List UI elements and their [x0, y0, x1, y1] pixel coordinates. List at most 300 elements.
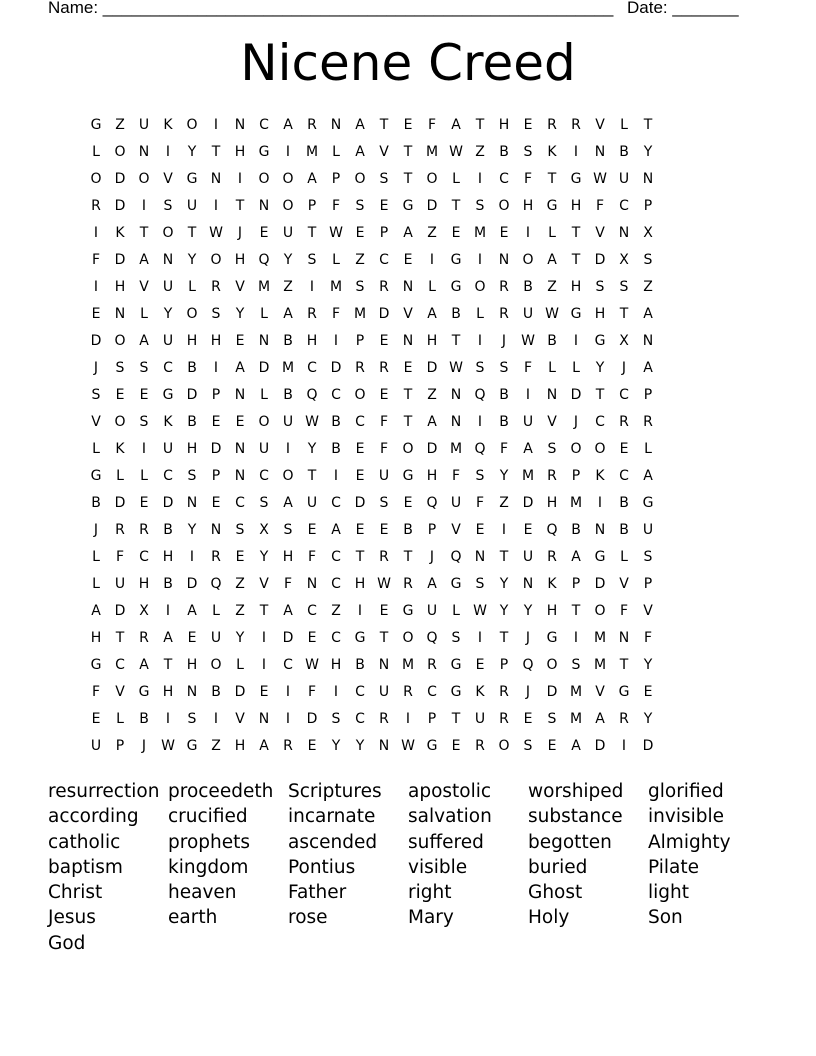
- grid-letter: O: [546, 657, 558, 673]
- grid-letter: H: [186, 333, 198, 349]
- grid-letter: F: [451, 468, 461, 484]
- grid-letter: B: [139, 711, 149, 727]
- grid-letter: E: [355, 225, 365, 241]
- grid-letter: M: [593, 630, 607, 646]
- grid-letter: S: [475, 576, 485, 592]
- grid-letter: Y: [235, 306, 245, 322]
- word-bank-item: resurrection: [48, 781, 160, 802]
- grid-letter: M: [521, 468, 535, 484]
- grid-letter: N: [618, 225, 630, 241]
- grid-letter: I: [285, 684, 291, 700]
- grid-letter: L: [140, 306, 148, 322]
- grid-letter: R: [379, 711, 389, 727]
- word-bank-item: Christ: [48, 882, 103, 904]
- grid-letter: I: [309, 279, 315, 295]
- grid-letter: L: [92, 549, 100, 565]
- grid-letter: L: [572, 360, 580, 376]
- grid-letter: I: [477, 630, 483, 646]
- grid-letter: C: [355, 414, 365, 430]
- grid-letter: B: [547, 333, 557, 349]
- grid-letter: N: [498, 252, 510, 268]
- grid-letter: E: [139, 495, 149, 511]
- grid-letter: P: [331, 171, 341, 187]
- grid-letter: C: [307, 603, 317, 619]
- word-bank-item: suffered: [408, 831, 484, 853]
- grid-letter: N: [402, 333, 414, 349]
- grid-letter: F: [475, 495, 485, 511]
- grid-row: [84, 544, 732, 571]
- grid-letter: N: [594, 522, 606, 538]
- grid-letter: V: [595, 117, 605, 133]
- grid-letter: M: [353, 306, 367, 322]
- grid-letter: T: [235, 198, 245, 214]
- grid-letter: D: [114, 198, 126, 214]
- grid-letter: I: [333, 684, 339, 700]
- grid-letter: F: [499, 441, 509, 457]
- grid-letter: B: [331, 414, 341, 430]
- grid-letter: S: [211, 306, 221, 322]
- grid-letter: O: [114, 144, 126, 160]
- word-bank-item: prophets: [168, 831, 251, 853]
- grid-letter: K: [163, 117, 173, 133]
- grid-letter: D: [114, 171, 126, 187]
- grid-letter: Y: [235, 630, 245, 646]
- grid-letter: N: [258, 333, 270, 349]
- grid-letter: B: [499, 387, 509, 403]
- grid-letter: D: [234, 684, 246, 700]
- grid-letter: N: [210, 171, 222, 187]
- grid-letter: X: [259, 522, 269, 538]
- grid-row: [84, 301, 732, 328]
- grid-letter: V: [403, 306, 413, 322]
- grid-letter: T: [571, 603, 581, 619]
- grid-letter: J: [141, 738, 147, 754]
- grid-letter: K: [595, 468, 605, 484]
- grid-letter: C: [283, 657, 293, 673]
- grid-letter: D: [282, 630, 294, 646]
- grid-letter: I: [285, 144, 291, 160]
- grid-letter: G: [402, 198, 414, 214]
- word-bank-item: heaven: [168, 882, 237, 904]
- grid-letter: M: [569, 711, 583, 727]
- grid-letter: D: [594, 252, 606, 268]
- grid-letter: L: [332, 144, 340, 160]
- grid-letter: S: [187, 468, 197, 484]
- grid-letter: N: [306, 576, 318, 592]
- word-bank-item: incarnate: [288, 806, 376, 828]
- grid-letter: Z: [283, 279, 293, 295]
- grid-letter: U: [114, 576, 126, 592]
- grid-letter: Y: [643, 711, 653, 727]
- grid-letter: Z: [235, 576, 245, 592]
- grid-letter: Z: [235, 603, 245, 619]
- grid-letter: H: [210, 333, 222, 349]
- grid-letter: C: [331, 549, 341, 565]
- grid-letter: Z: [115, 117, 125, 133]
- grid-letter: H: [546, 603, 558, 619]
- grid-letter: A: [187, 603, 197, 619]
- grid-letter: I: [165, 603, 171, 619]
- grid-letter: D: [426, 360, 438, 376]
- grid-letter: E: [235, 414, 245, 430]
- grid-letter: P: [427, 522, 437, 538]
- grid-letter: L: [212, 603, 220, 619]
- grid-letter: I: [597, 495, 603, 511]
- grid-letter: J: [237, 225, 243, 241]
- grid-letter: N: [450, 387, 462, 403]
- grid-letter: M: [401, 657, 415, 673]
- grid-letter: R: [571, 117, 581, 133]
- grid-letter: I: [237, 171, 243, 187]
- grid-letter: A: [235, 360, 245, 376]
- grid-letter: R: [499, 279, 509, 295]
- grid-letter: Q: [426, 495, 438, 511]
- grid-letter: I: [93, 225, 99, 241]
- grid-letter: G: [402, 468, 414, 484]
- grid-letter: G: [258, 144, 270, 160]
- grid-letter: N: [618, 630, 630, 646]
- grid-letter: T: [307, 225, 317, 241]
- grid-letter: O: [210, 657, 222, 673]
- grid-letter: T: [451, 198, 461, 214]
- grid-letter: T: [475, 117, 485, 133]
- grid-letter: H: [234, 144, 246, 160]
- grid-row: [84, 355, 732, 382]
- grid-letter: C: [499, 171, 509, 187]
- grid-letter: B: [163, 576, 173, 592]
- grid-letter: O: [258, 171, 270, 187]
- grid-letter: C: [259, 117, 269, 133]
- grid-letter: F: [331, 306, 341, 322]
- grid-letter: A: [355, 117, 365, 133]
- grid-letter: A: [283, 117, 293, 133]
- grid-letter: G: [450, 657, 462, 673]
- grid-letter: Y: [643, 657, 653, 673]
- grid-letter: V: [451, 522, 461, 538]
- grid-letter: A: [547, 252, 557, 268]
- grid-letter: Y: [283, 252, 293, 268]
- page-title: Nicene Creed: [240, 34, 576, 92]
- grid-letter: E: [523, 117, 533, 133]
- grid-letter: F: [283, 576, 293, 592]
- word-bank-item: ascended: [288, 831, 378, 853]
- grid-letter: K: [115, 225, 125, 241]
- grid-letter: B: [451, 306, 461, 322]
- grid-letter: M: [473, 225, 487, 241]
- grid-letter: G: [450, 252, 462, 268]
- grid-letter: R: [475, 738, 485, 754]
- grid-letter: E: [451, 225, 461, 241]
- grid-letter: B: [499, 144, 509, 160]
- grid-letter: Y: [523, 603, 533, 619]
- grid-letter: I: [165, 711, 171, 727]
- grid-letter: E: [619, 441, 629, 457]
- grid-letter: D: [522, 495, 534, 511]
- grid-letter: R: [547, 117, 557, 133]
- grid-letter: F: [307, 684, 317, 700]
- grid-letter: R: [427, 657, 437, 673]
- word-bank-item: visible: [408, 856, 468, 878]
- grid-letter: Y: [499, 576, 509, 592]
- grid-letter: I: [93, 279, 99, 295]
- grid-letter: W: [521, 333, 535, 349]
- grid-letter: T: [547, 171, 557, 187]
- grid-letter: B: [283, 333, 293, 349]
- grid-letter: S: [139, 360, 149, 376]
- grid-letter: A: [283, 603, 293, 619]
- grid-letter: P: [115, 738, 125, 754]
- grid-letter: B: [331, 441, 341, 457]
- grid-letter: V: [115, 684, 125, 700]
- grid-letter: O: [354, 171, 366, 187]
- grid-letter: A: [451, 117, 461, 133]
- grid-letter: T: [379, 630, 389, 646]
- grid-letter: Y: [187, 252, 197, 268]
- grid-row: [84, 409, 732, 436]
- grid-letter: L: [92, 144, 100, 160]
- grid-row: [84, 193, 732, 220]
- word-bank-item: baptism: [48, 856, 123, 878]
- word-bank-item: Scriptures: [288, 781, 382, 802]
- grid-letter: A: [643, 306, 653, 322]
- grid-letter: I: [621, 738, 627, 754]
- word-bank-item: Holy: [528, 907, 570, 929]
- grid-letter: I: [501, 522, 507, 538]
- grid-letter: U: [474, 711, 486, 727]
- grid-letter: N: [114, 306, 126, 322]
- word-bank-item: Ghost: [528, 882, 583, 904]
- grid-letter: N: [594, 144, 606, 160]
- grid-letter: Y: [187, 144, 197, 160]
- grid-letter: Q: [450, 549, 462, 565]
- grid-letter: E: [307, 738, 317, 754]
- grid-letter: L: [620, 549, 628, 565]
- word-bank-item: earth: [168, 907, 218, 929]
- grid-letter: V: [619, 576, 629, 592]
- grid-letter: A: [643, 468, 653, 484]
- grid-letter: U: [378, 468, 390, 484]
- word-bank-item: crucified: [168, 806, 248, 828]
- grid-letter: W: [545, 306, 559, 322]
- grid-letter: S: [643, 252, 653, 268]
- grid-letter: C: [331, 495, 341, 511]
- grid-letter: C: [427, 684, 437, 700]
- grid-letter: T: [307, 468, 317, 484]
- grid-letter: D: [114, 252, 126, 268]
- grid-letter: A: [307, 171, 317, 187]
- grid-row: [84, 733, 732, 760]
- word-bank-item: God: [48, 932, 86, 954]
- grid-letter: L: [92, 576, 100, 592]
- grid-letter: A: [331, 522, 341, 538]
- grid-row: [84, 382, 732, 409]
- grid-letter: C: [331, 576, 341, 592]
- grid-letter: O: [186, 306, 198, 322]
- grid-letter: B: [211, 684, 221, 700]
- grid-letter: G: [618, 684, 630, 700]
- grid-row: [84, 274, 732, 301]
- grid-letter: Z: [211, 738, 221, 754]
- grid-letter: O: [114, 333, 126, 349]
- grid-letter: T: [259, 603, 269, 619]
- grid-letter: W: [209, 225, 223, 241]
- grid-row: [84, 625, 732, 652]
- grid-letter: U: [522, 306, 534, 322]
- grid-letter: C: [595, 414, 605, 430]
- grid-letter: S: [571, 657, 581, 673]
- grid-letter: G: [546, 630, 558, 646]
- grid-letter: N: [258, 198, 270, 214]
- grid-letter: Z: [427, 387, 437, 403]
- grid-letter: R: [211, 549, 221, 565]
- grid-letter: D: [114, 603, 126, 619]
- word-bank-item: Pontius: [288, 856, 356, 878]
- grid-letter: Q: [426, 630, 438, 646]
- grid-letter: Q: [210, 576, 222, 592]
- grid-letter: R: [115, 522, 125, 538]
- word-bank-item: buried: [528, 856, 588, 878]
- grid-letter: T: [571, 252, 581, 268]
- grid-letter: P: [499, 657, 509, 673]
- grid-letter: R: [499, 306, 509, 322]
- grid-letter: N: [546, 387, 558, 403]
- grid-letter: F: [595, 198, 605, 214]
- grid-letter: F: [379, 414, 389, 430]
- grid-letter: I: [213, 198, 219, 214]
- grid-letter: O: [498, 198, 510, 214]
- grid-letter: N: [378, 657, 390, 673]
- grid-letter: U: [90, 738, 102, 754]
- grid-letter: S: [115, 360, 125, 376]
- grid-letter: E: [403, 117, 413, 133]
- grid-letter: N: [522, 576, 534, 592]
- grid-letter: C: [331, 387, 341, 403]
- grid-letter: M: [281, 360, 295, 376]
- grid-letter: L: [644, 441, 652, 457]
- grid-row: [84, 328, 732, 355]
- grid-letter: O: [594, 441, 606, 457]
- grid-letter: O: [426, 171, 438, 187]
- grid-letter: Y: [499, 468, 509, 484]
- grid-letter: R: [499, 711, 509, 727]
- grid-letter: O: [282, 468, 294, 484]
- grid-letter: A: [163, 630, 173, 646]
- grid-letter: C: [235, 495, 245, 511]
- grid-letter: W: [161, 738, 175, 754]
- grid-letter: E: [523, 522, 533, 538]
- grid-letter: B: [571, 522, 581, 538]
- grid-letter: D: [114, 495, 126, 511]
- grid-letter: I: [261, 657, 267, 673]
- name-field: Name: ______________________________________________________: [48, 0, 614, 17]
- grid-letter: H: [330, 657, 342, 673]
- grid-letter: R: [379, 360, 389, 376]
- grid-letter: X: [619, 252, 629, 268]
- grid-letter: G: [138, 684, 150, 700]
- grid-letter: M: [449, 441, 463, 457]
- grid-letter: V: [379, 144, 389, 160]
- grid-row: [84, 490, 732, 517]
- grid-letter: F: [91, 252, 101, 268]
- grid-letter: M: [257, 279, 271, 295]
- grid-letter: V: [235, 711, 245, 727]
- grid-letter: U: [450, 495, 462, 511]
- grid-letter: A: [571, 738, 581, 754]
- grid-letter: C: [163, 360, 173, 376]
- grid-letter: H: [114, 279, 126, 295]
- grid-letter: C: [355, 711, 365, 727]
- grid-letter: T: [451, 711, 461, 727]
- grid-letter: N: [234, 117, 246, 133]
- grid-letter: T: [619, 657, 629, 673]
- grid-letter: Y: [499, 603, 509, 619]
- grid-letter: R: [283, 738, 293, 754]
- grid-letter: H: [498, 117, 510, 133]
- grid-letter: S: [499, 360, 509, 376]
- grid-letter: C: [331, 630, 341, 646]
- grid-letter: A: [427, 306, 437, 322]
- grid-letter: M: [593, 657, 607, 673]
- grid-row: [84, 166, 732, 193]
- grid-letter: R: [643, 414, 653, 430]
- grid-letter: P: [427, 711, 437, 727]
- grid-letter: E: [547, 738, 557, 754]
- grid-letter: W: [377, 576, 391, 592]
- grid-letter: D: [186, 387, 198, 403]
- grid-letter: I: [333, 468, 339, 484]
- grid-letter: D: [354, 495, 366, 511]
- grid-letter: H: [426, 468, 438, 484]
- grid-letter: N: [330, 117, 342, 133]
- grid-letter: D: [330, 360, 342, 376]
- grid-letter: E: [259, 225, 269, 241]
- grid-row: [84, 112, 732, 139]
- word-bank-item: rose: [288, 907, 328, 929]
- grid-letter: U: [282, 225, 294, 241]
- grid-letter: J: [525, 630, 531, 646]
- grid-letter: T: [595, 387, 605, 403]
- grid-letter: S: [259, 495, 269, 511]
- word-search-grid: [84, 112, 732, 760]
- grid-letter: I: [189, 549, 195, 565]
- grid-letter: P: [571, 468, 581, 484]
- grid-letter: V: [139, 279, 149, 295]
- grid-letter: A: [355, 144, 365, 160]
- grid-letter: E: [379, 603, 389, 619]
- grid-letter: N: [162, 252, 174, 268]
- grid-letter: F: [331, 198, 341, 214]
- grid-letter: Q: [546, 522, 558, 538]
- grid-letter: G: [90, 468, 102, 484]
- grid-letter: S: [523, 738, 533, 754]
- grid-letter: D: [570, 387, 582, 403]
- grid-letter: C: [307, 360, 317, 376]
- grid-letter: W: [449, 144, 463, 160]
- grid-letter: S: [187, 711, 197, 727]
- grid-letter: O: [402, 630, 414, 646]
- grid-letter: K: [163, 414, 173, 430]
- grid-letter: H: [186, 657, 198, 673]
- grid-letter: H: [162, 549, 174, 565]
- grid-row: [84, 652, 732, 679]
- grid-letter: A: [643, 360, 653, 376]
- word-bank-item: Jesus: [48, 907, 96, 929]
- grid-letter: D: [426, 441, 438, 457]
- grid-letter: S: [163, 198, 173, 214]
- grid-letter: D: [642, 738, 654, 754]
- grid-letter: F: [523, 360, 533, 376]
- grid-letter: G: [594, 549, 606, 565]
